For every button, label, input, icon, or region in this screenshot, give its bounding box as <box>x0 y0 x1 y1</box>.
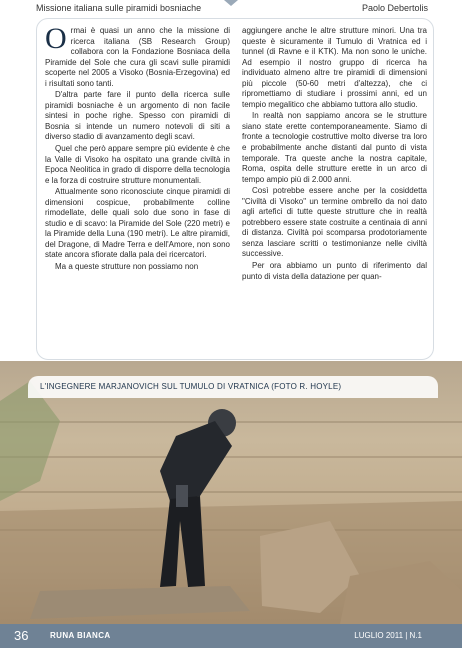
page-header <box>0 0 462 17</box>
paragraph-text: rmai è quasi un anno che la missione di ricerca italiana (SB Research Group) collabora con la Fondazione Bosniaca della Piramide del Sole che cura gli scavi sulle piramidi scoperte nel 2005 a Visoko (Bosnia-Erzegovina) ed i risultati sono tanti. <box>45 26 230 88</box>
page-number: 36 <box>14 628 29 643</box>
magazine-name: RUNA BIANCA <box>50 631 111 640</box>
photo-scene <box>0 361 462 624</box>
issue-info: LUGLIO 2011 | N.1 <box>354 631 422 640</box>
paragraph: D'altra parte fare il punto della ricerca sulle piramidi bosniache è un argomento di non facile sintesi in poche righe. Spesso con piramidi di Bosnia si intende un numero notevoli di siti a diverso stadio di avanzamento degli scavi. <box>45 90 230 142</box>
paragraph: In realtà non sappiamo ancora se le strutture siano state erette contemporaneamente. Siamo di fronte a tecnologie costruttive molto diverse tra loro e probabilmente anche distanti dal punto di vista temporale. Tra queste anche la nostra capitale, Roma, ospita delle strutture erette in un arco di tempo ampio più di 2.000 anni. <box>242 111 427 184</box>
photo-caption: L'INGEGNERE MARJANOVICH SUL TUMULO DI VRATNICA (FOTO R. HOYLE) <box>40 382 342 391</box>
paragraph: Così potrebbe essere anche per la cosiddetta "Civiltà di Visoko" un termine ombrello da noi dato agli artefici di tutte queste strutture che in realtà potrebbero essere state costruite a centinaia di anni di distanza. Civiltà poi scomparsa prodotoriamente senza lasciare scritti o testimonianze nelle civiltà successive. <box>242 186 427 259</box>
article-column-2 <box>242 26 427 283</box>
article-photo <box>0 361 462 624</box>
vegetation <box>0 381 60 501</box>
paragraph: Per ora abbiamo un punto di riferimento dal punto di vista della datazione per quan- <box>242 261 427 281</box>
paragraph <box>45 22 230 89</box>
header-tab-marker <box>224 0 238 6</box>
paragraph: Ma a queste strutture non possiamo non <box>55 262 199 272</box>
article-column-1 <box>45 22 230 274</box>
section-title: Missione italiana sulle piramidi bosniache <box>36 3 202 13</box>
page-footer <box>0 624 462 648</box>
paragraph: Quel che però appare sempre più evidente è che la Valle di Visoko ha ospitato una grande civiltà in Epoca Neolitica in grado di disporre della tecnologia e la forza di costruire strutture monumentali. <box>45 144 230 185</box>
paragraph: Attualmente sono riconosciute cinque piramidi di dimensioni cospicue, probabilmente colline rimodellate, delle quali solo due sono in fase di studio e di scavo: la Piramide del Sole (220 metri) e la Piramide della Luna (190 metri). Le altre piramidi, del Dragone, di Madre Terra e dell'Amore, non sono state ancora sfiorate dalla pala dei ricercatori. <box>45 187 230 260</box>
paragraph: aggiungere anche le altre strutture minori. Una tra queste è sicuramente il Tumulo di Vratnica ed i tunnel (di Ravne e il KTK). Ma non sono le uniche. Ad esempio il nostro gruppo di ricerca ha individuato almeno altre tre piramidi di dimensioni più piccole (50-60 metri d'altezza), che ci ripromettiamo di studiare i prossimi anni, ed un tempio megalitico che abbiamo tuttora allo studio. <box>242 26 427 109</box>
author-name: Paolo Debertolis <box>361 3 428 13</box>
drop-cap: O <box>45 22 67 55</box>
